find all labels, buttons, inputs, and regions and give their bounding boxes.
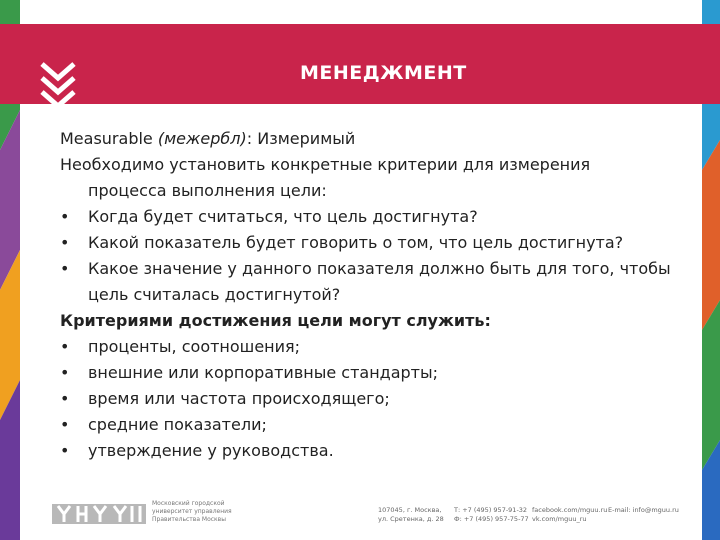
list-item-text: Когда будет считаться, что цель достигнута? [88, 207, 478, 226]
facebook-link[interactable]: facebook.com/mguu.ru [532, 506, 608, 514]
list-item-text: Какой показатель будет говорить о том, что цель достигнута? [88, 233, 624, 252]
bullet-marker: • [60, 363, 70, 382]
bullet-marker: • [60, 337, 70, 356]
heading-term: Measurable [60, 129, 153, 148]
bullet-marker: • [60, 233, 70, 252]
list-item-continuation: цель считалась достигнутой? [88, 285, 341, 304]
list-item-text: время или частота происходящего; [88, 389, 390, 408]
heading-translation: Измеримый [257, 129, 356, 148]
double-chevron-down-icon [38, 60, 78, 108]
heading-pronunciation: (межербл) [157, 129, 247, 148]
address-line: 107045, г. Москва, [378, 506, 442, 514]
list-item [60, 256, 690, 282]
university-logo-icon [52, 502, 146, 526]
footer-email[interactable]: E-mail: info@mguu.ru [608, 506, 679, 514]
list-item-text: средние показатели; [88, 415, 267, 434]
title-banner [0, 24, 720, 104]
bullet-marker: • [60, 389, 70, 408]
slide-body [60, 126, 690, 464]
university-name-line: университет управления [152, 508, 232, 515]
list-item [60, 204, 690, 230]
list-item [60, 334, 690, 360]
list-item [60, 386, 690, 412]
address-line: ул. Сретенка, д. 28 [378, 515, 444, 523]
university-name-line: Московский городской [152, 500, 225, 507]
list-item-text: Какое значение у данного показателя должно быть для того, чтобы [88, 259, 671, 278]
intro-line-1: Необходимо установить конкретные критерии для измерения [60, 155, 591, 174]
heading-separator: : [246, 129, 258, 148]
footer-phones [454, 506, 529, 524]
list-item-text: внешние или корпоративные стандарты; [88, 363, 439, 382]
list-item [60, 438, 690, 464]
fax-line: Ф: +7 (495) 957-75-77 [454, 515, 529, 523]
list-item [60, 230, 690, 256]
list-item-text: проценты, соотношения; [88, 337, 301, 356]
bullet-marker: • [60, 259, 70, 278]
bullet-marker: • [60, 415, 70, 434]
criteria-heading: Критериями достижения цели могут служить: [60, 311, 491, 330]
footer [0, 496, 720, 540]
slide-title: МЕНЕДЖМЕНТ [300, 62, 467, 84]
list-item [60, 412, 690, 438]
footer-address [378, 506, 444, 524]
bullet-marker: • [60, 441, 70, 460]
list-item-text: утверждение у руководства. [88, 441, 334, 460]
phone-line: Т: +7 (495) 957-91-32 [454, 506, 528, 514]
footer-social [532, 506, 607, 524]
list-item [60, 360, 690, 386]
university-name [152, 500, 242, 524]
bullet-marker: • [60, 207, 70, 226]
heading-line [60, 126, 690, 152]
vk-link[interactable]: vk.com/mguu_ru [532, 515, 587, 523]
university-name-line: Правительства Москвы [152, 516, 226, 523]
intro-line-2: процесса выполнения цели: [88, 181, 327, 200]
